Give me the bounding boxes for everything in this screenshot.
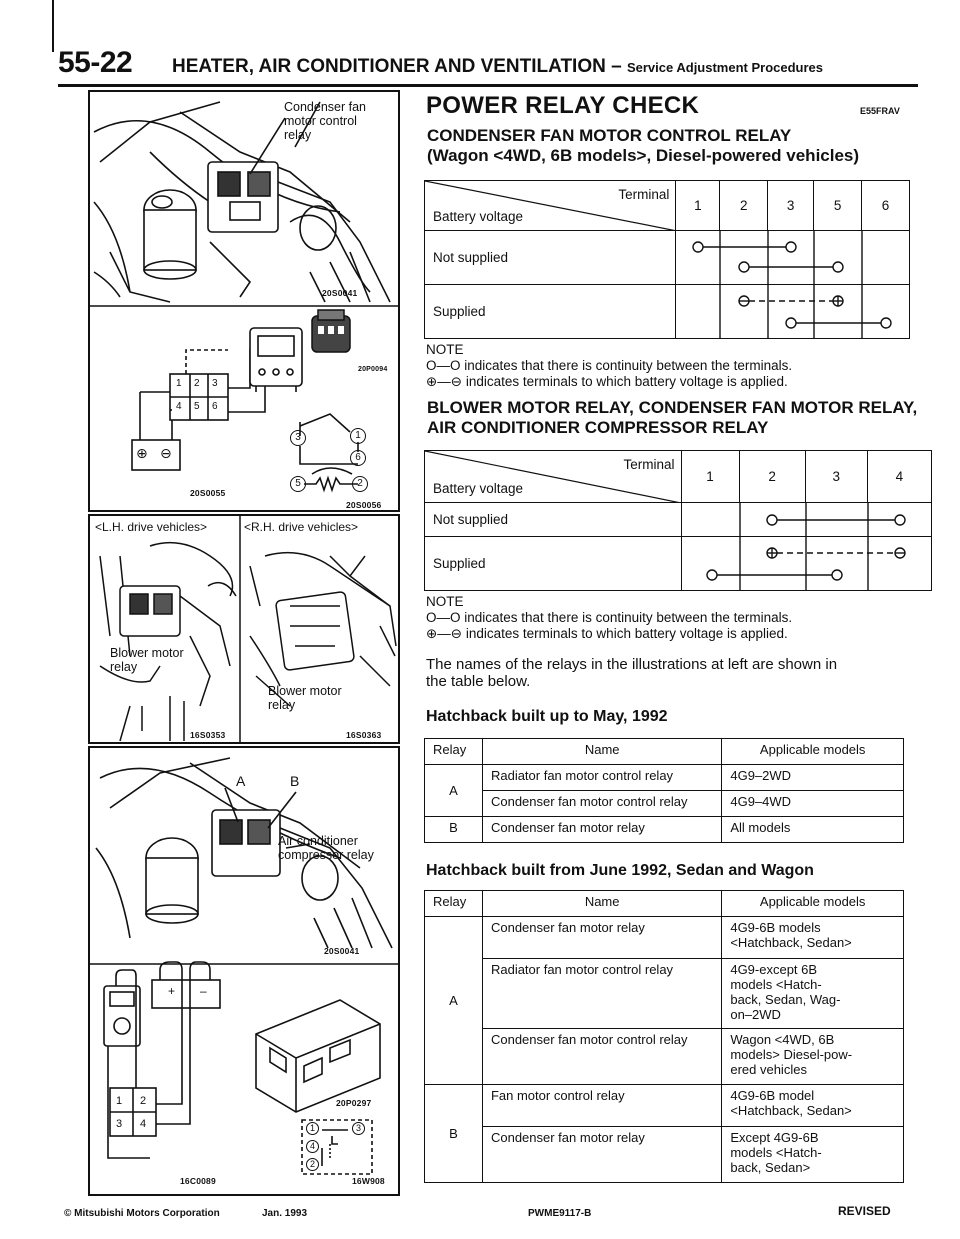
relay-id: B [425,1085,483,1183]
heading-line: (Wagon <4WD, 6B models>, Diesel-powered vehicles) [427,146,860,165]
pin-label: 5 [194,401,200,412]
models-line: back, Sedan, Wag- [730,992,841,1007]
relay-models [722,1127,904,1183]
terminal-circle: 3 [352,1122,365,1135]
diagonal-header-cell [425,451,682,503]
relay-models: 4G9–2WD [722,765,904,791]
header-subtitle: Service Adjustment Procedures [626,60,824,75]
blower-relay-heading [427,398,917,438]
row-label: Not supplied [425,503,682,537]
section-title: POWER RELAY CHECK [426,92,700,119]
relay-name: Radiator fan motor control relay [482,959,721,1029]
col-header: Relay [425,891,483,917]
label-line: Blower motor [110,646,184,660]
figure-blower-motor-relay [88,514,400,744]
figure-code: 16W908 [352,1176,385,1186]
models-line: models <Hatch- [730,977,822,992]
terminal-num: 5 [814,181,862,231]
terminal-num: 2 [739,451,805,503]
col-header: Name [482,891,721,917]
continuity-diagram [682,503,932,537]
note-line: O—O indicates that there is continuity between the terminals. [426,610,793,625]
terminal-num: 2 [720,181,768,231]
label-line: Blower motor [268,684,342,698]
label-line: relay [268,698,296,712]
condenser-relay-heading [427,126,859,166]
models-line: Except 4G9-6B [730,1130,819,1145]
pin-label: 3 [116,1118,123,1130]
rh-drive-label: <R.H. drive vehicles> [244,520,359,534]
pin-label: 3 [212,378,218,389]
models-line: ered vehicles [730,1062,807,1077]
col-header: Name [482,739,721,765]
terminal-circle: 4 [306,1140,319,1153]
figure-code: 20S0041 [322,288,358,298]
continuity-diagram [676,231,910,285]
models-line: models <Hatch- [730,1145,822,1160]
terminal-num: 1 [676,181,720,231]
models-line: back, Sedan> [730,1160,811,1175]
figure-code: 20P0094 [358,366,388,373]
models-line: Wagon <4WD, 6B [730,1032,835,1047]
terminal-circle: 2 [352,476,368,492]
terminal-num: 1 [681,451,739,503]
hatchback-from-table [424,890,904,1183]
label-line: Air conditioner [278,834,358,848]
note-line: O—O indicates that there is continuity between the terminals. [426,358,793,373]
pin-label: 2 [140,1095,147,1107]
models-line: 4G9-6B models [730,920,821,935]
hatchback-from-title: Hatchback built from June 1992, Sedan and Wagon [426,862,814,879]
voltage-header: Battery voltage [433,209,524,224]
hatchback-upto-title: Hatchback built up to May, 1992 [426,708,668,725]
label-b: B [290,773,300,789]
relay-name: Condenser fan motor relay [482,1127,721,1183]
paragraph-line: The names of the relays in the illustrations at left are shown in [426,656,838,673]
note-title: NOTE [426,594,464,609]
voltage-diagram [676,285,910,339]
col-header: Relay [425,739,483,765]
terminal-header: Terminal [618,187,670,202]
hatchback-upto-table [424,738,904,843]
pin-label: 4 [176,401,182,412]
terminal-num: 3 [805,451,867,503]
lh-blower-relay-label [110,646,184,674]
relay-name: Condenser fan motor relay [482,817,721,843]
figure-code: 16S0363 [346,730,382,740]
relay-models [722,1085,904,1127]
continuity-cell [676,285,910,339]
relay-id: B [425,817,483,843]
condenser-relay-label [284,100,366,142]
relay-id: A [425,917,483,1085]
col-header: Applicable models [722,891,904,917]
row-label: Supplied [425,285,676,339]
label-a: A [236,773,246,789]
diagonal-header-cell [425,181,676,231]
terminal-circle: 6 [350,450,366,466]
continuity-cell [681,537,932,591]
relay-models: All models [722,817,904,843]
terminal-num: 4 [867,451,931,503]
terminal-header: Terminal [623,457,675,472]
label-line: relay [110,660,138,674]
note-line: ⊕—⊖ indicates terminals to which battery voltage is applied. [426,626,788,641]
label-line: Condenser fan [284,100,367,114]
page-number: 55-22 [58,46,133,79]
terminal-circle: 5 [290,476,306,492]
relay-models: 4G9–4WD [722,791,904,817]
voltage-header: Battery voltage [433,481,524,496]
terminal-num: 6 [862,181,910,231]
pin-label: 1 [176,378,182,389]
ac-compressor-relay-label [278,834,374,862]
pin-label: 2 [194,378,200,389]
heading-line: CONDENSER FAN MOTOR CONTROL RELAY [427,126,792,145]
rh-blower-relay-label [268,684,342,712]
paragraph-line: the table below. [426,673,531,690]
section-code: E55FRAV [860,106,900,116]
page-header-title [172,56,823,78]
figure-code: 20S0056 [346,500,382,510]
footer-revised: REVISED [838,1204,891,1218]
relay-models [722,1029,904,1085]
models-line: 4G9-except 6B [730,962,818,977]
terminal-circle: 1 [350,428,366,444]
figure-code: 20S0041 [324,946,360,956]
relay-name: Condenser fan motor control relay [482,791,721,817]
figure-ac-compressor-relay [88,746,400,1196]
footer-copyright: © Mitsubishi Motors Corporation [64,1208,220,1219]
battery-minus-icon: ⊖ [160,445,172,461]
figure-code: 20P0297 [336,1098,372,1108]
battery-plus-icon: + [168,984,176,998]
continuity-cell [681,503,932,537]
row-label: Supplied [425,537,682,591]
header-title: HEATER, AIR CONDITIONER AND VENTILATION [172,56,606,77]
col-header: Applicable models [722,739,904,765]
intro-paragraph [426,656,837,690]
blower-relay-table [424,450,932,591]
relay-models [722,917,904,959]
models-line: models> Diesel-pow- [730,1047,853,1062]
continuity-cell [676,231,910,285]
relay-name: Condenser fan motor control relay [482,1029,721,1085]
label-line: compressor relay [278,848,374,862]
relay-name: Condenser fan motor relay [482,917,721,959]
terminal-circle: 1 [306,1122,319,1135]
pin-label: 1 [116,1095,123,1107]
row-label: Not supplied [425,231,676,285]
heading-line: AIR CONDITIONER COMPRESSOR RELAY [427,418,769,437]
relay-name: Radiator fan motor control relay [482,765,721,791]
figure-code: 20S0055 [190,488,226,498]
note-2 [426,594,792,642]
models-line: <Hatchback, Sedan> [730,935,852,950]
terminal-num: 3 [768,181,814,231]
pin-label: 4 [140,1118,147,1130]
relay-name: Fan motor control relay [482,1085,721,1127]
margin-rule [52,0,54,52]
figure-code: 16S0353 [190,730,226,740]
label-line: relay [284,128,312,142]
figure-condenser-fan-relay [88,90,400,512]
condenser-relay-table [424,180,910,339]
relay-models [722,959,904,1029]
note-title: NOTE [426,342,464,357]
terminal-circle: 3 [290,430,306,446]
note-line: ⊕—⊖ indicates terminals to which battery voltage is applied. [426,374,788,389]
pin-label: 6 [212,401,218,412]
header-dash: – [611,56,622,77]
models-line: 4G9-6B model [730,1088,815,1103]
blower-relay-drawing [90,516,400,744]
figure-code: 16C0089 [180,1176,216,1186]
label-line: motor control [284,114,357,128]
models-line: on–2WD [730,1007,781,1022]
footer-date: Jan. 1993 [262,1208,308,1219]
voltage-diagram [682,537,932,591]
battery-minus-icon: – [200,984,207,998]
relay-id: A [425,765,483,817]
battery-plus-icon: ⊕ [136,445,148,461]
lh-drive-label: <L.H. drive vehicles> [95,520,208,534]
header-rule [58,84,918,87]
models-line: <Hatchback, Sedan> [730,1103,852,1118]
note-1 [426,342,792,390]
footer-doc-number: PWME9117-B [528,1208,592,1219]
heading-line: BLOWER MOTOR RELAY, CONDENSER FAN MOTOR RELAY, [427,398,918,417]
terminal-circle: 2 [306,1158,319,1171]
